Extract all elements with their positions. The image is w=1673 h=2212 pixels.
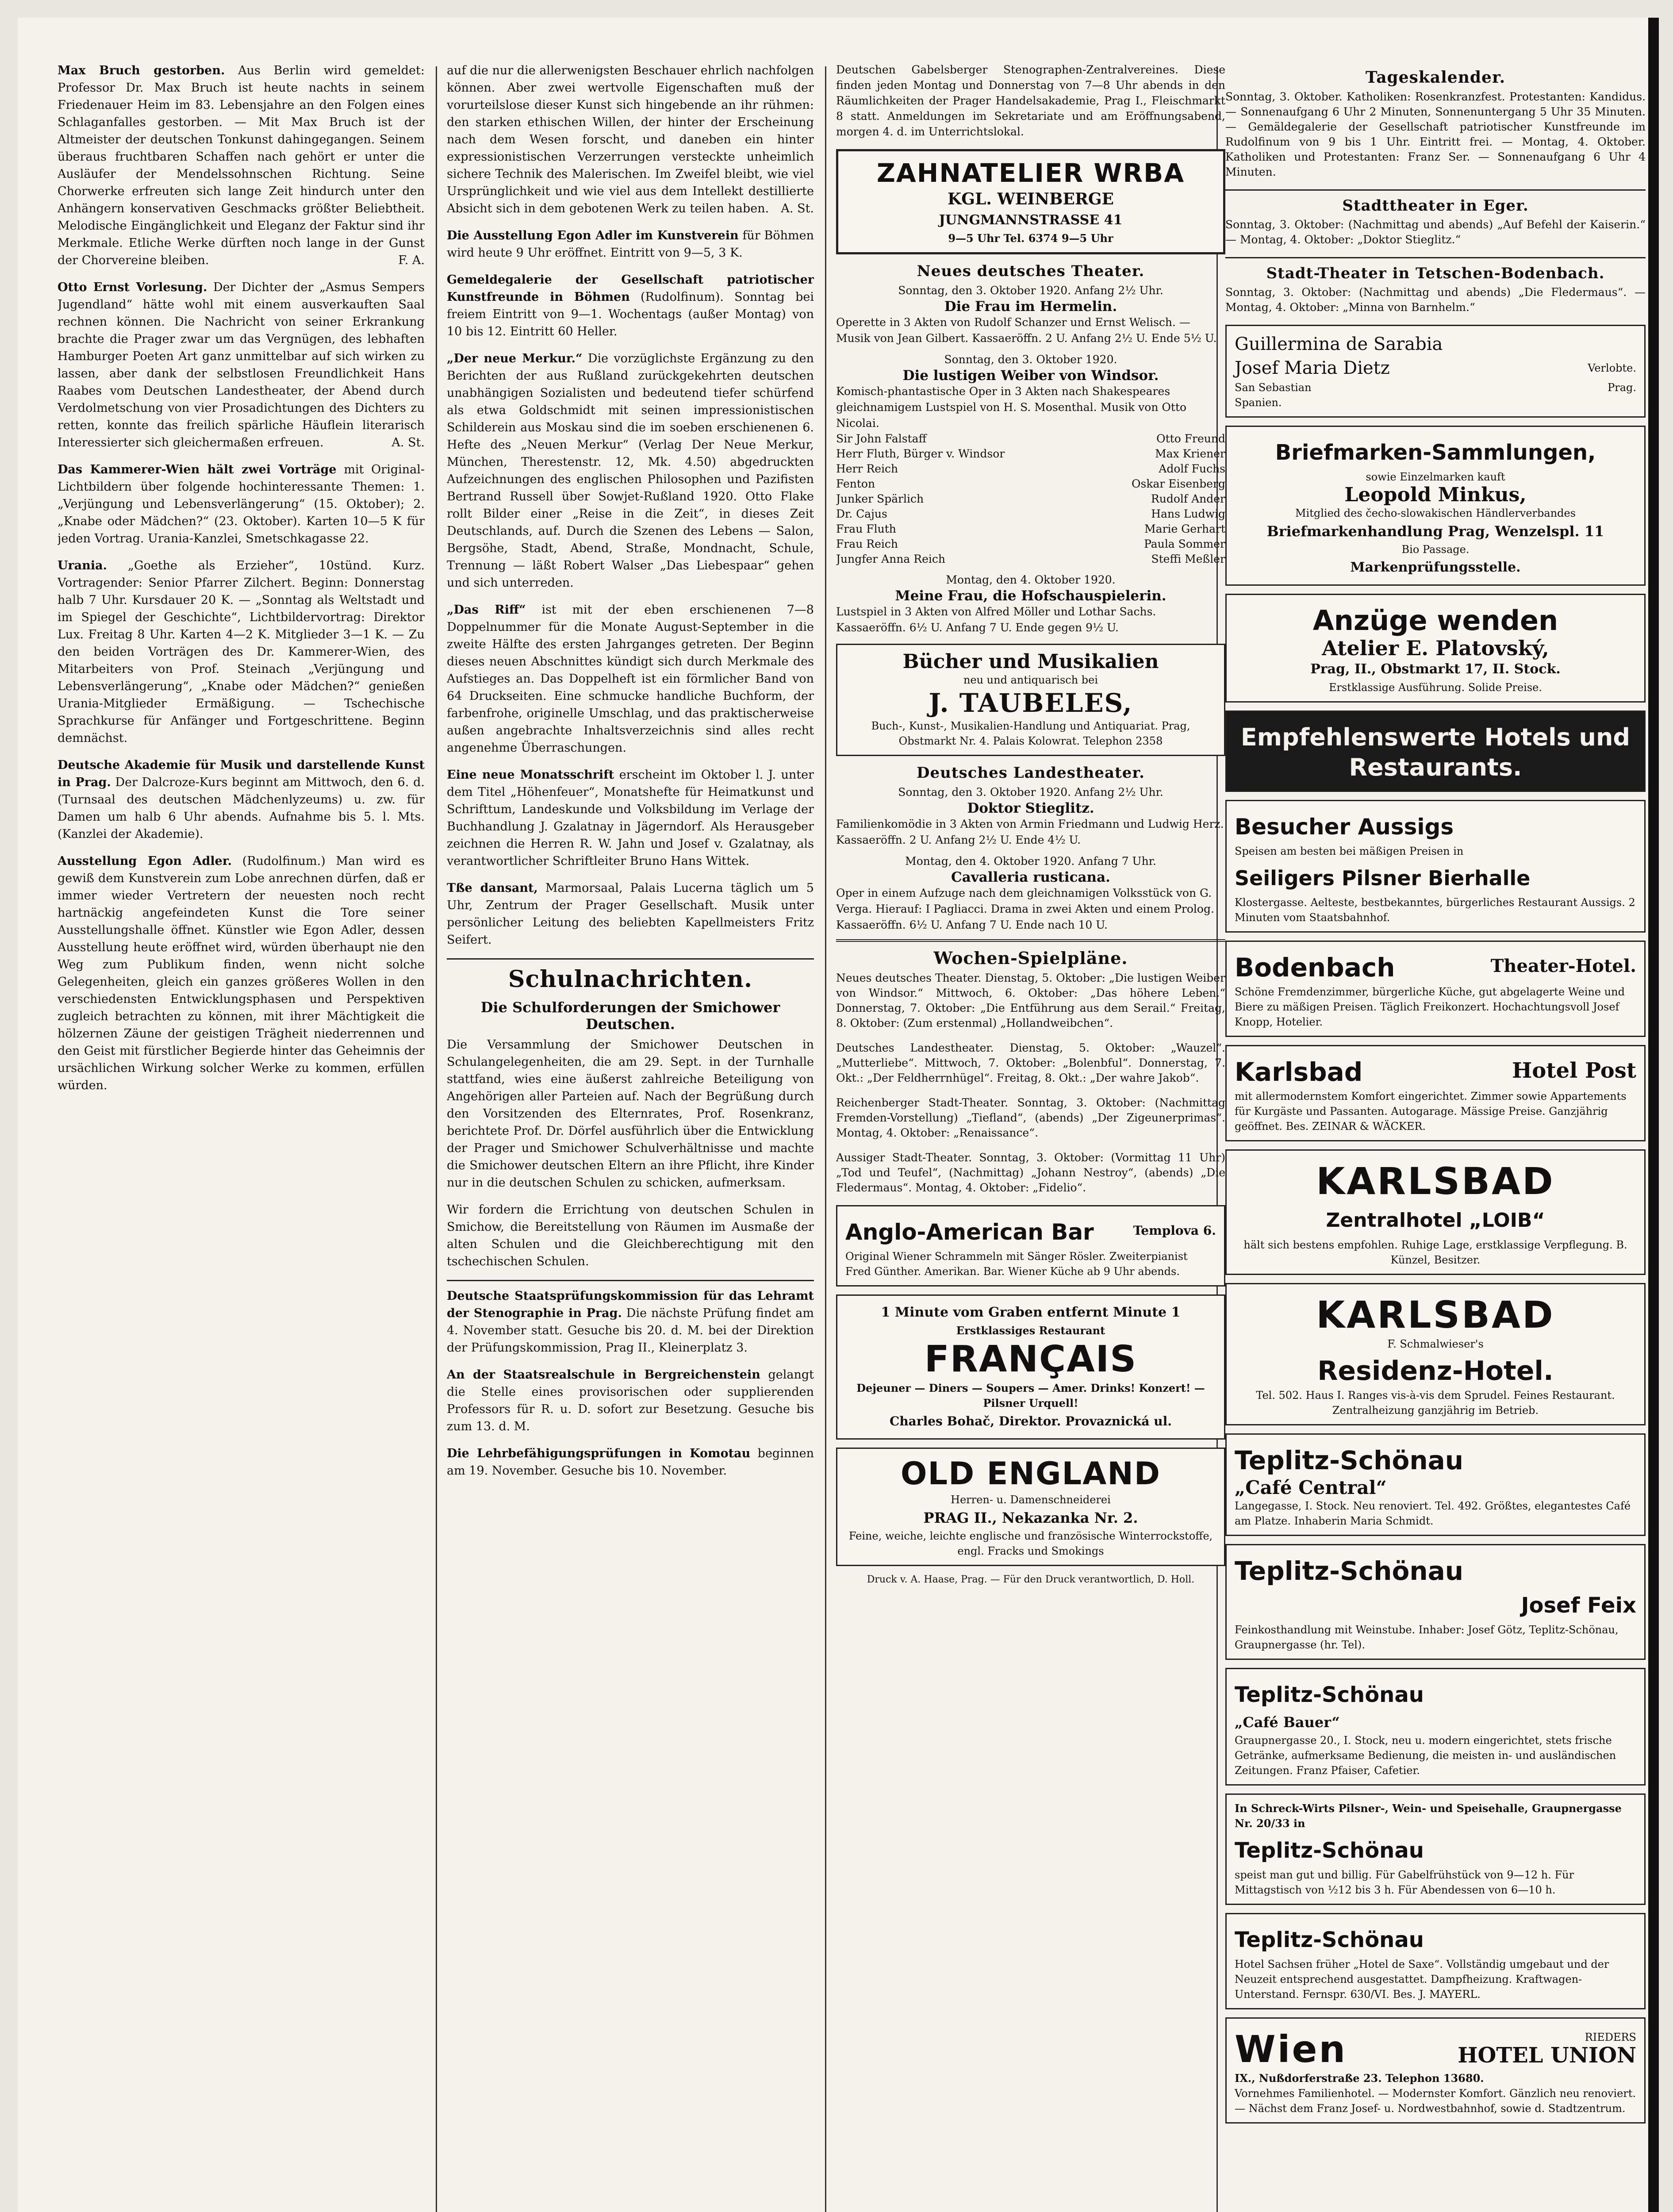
article-text: ist mit der eben erschienenen 7—8 Doppelnummer für die Monate August-September in die zweite Hälfte des ersten Jahrganges getreten. Der Beginn dieses neuen Abschnittes kündigt sich durch Merkmale des Aufstieges an. Das Doppelheft ist ein förmlicher Band von 64 Druckseiten. Eine schmucke handliche Buchform, der farbenfrohe, originelle Umschlag, und das praktischerweise außen angebrachte Inhaltsverzeichnis sind alles recht angenehme Überraschungen.	[447, 603, 814, 755]
ad-karlsbad-post	[1225, 1045, 1646, 1141]
article-adler	[58, 853, 425, 1094]
playbill-date: Sonntag, den 3. Oktober 1920. Anfang 2½ Uhr.	[898, 284, 1163, 297]
printer-footer: Druck v. A. Haase, Prag. — Für den Druck verantwortlich, D. Holl.	[867, 1574, 1195, 1585]
ad-name: Atelier E. Platovský,	[1322, 636, 1549, 660]
newspaper-page	[18, 18, 1659, 2212]
weekly-schedule: Aussiger Stadt-Theater. Sonntag, 3. Oktober: (Vormittag 11 Uhr) „Tod und Teufel“, (Nachmittag) „Johann Nestroy“, (abends) „Die Fledermaus“. Montag, 4. Oktober: „Fidelio“.	[836, 1151, 1225, 1194]
ad-details: Erstklassige Ausführung. Solide Preise.	[1329, 681, 1542, 694]
article-text: erscheint im Oktober l. J. unter dem Titel „Höhenfeuer“, Monatshefte für Heimatkunst und Schrifttum, Landeskunde und Volksbildung im Verlage der Buchhandlung J. Gzalatnay in Jägerndorf. Als Herausgeber zeichnen die Herren R. W. Jahn und Josef v. Gzalatnay, als verantwortlicher Schriftleiter Bruno Hans Wittek.	[447, 768, 814, 868]
ad-details: Klostergasse. Aelteste, bestbekanntes, bürgerliches Restaurant Aussigs. 2 Minuten vom Staatsbahnhof.	[1235, 896, 1635, 924]
notice-heading: Die Lehrbefähigungsprüfungen in Komotau	[447, 1447, 751, 1460]
playbill-details: Sonntag, 3. Oktober: (Nachmittag und abends) „Die Fledermaus“. — Montag, 4. Oktober: „Minna von Barnhelm.“	[1225, 286, 1646, 314]
divider	[447, 1280, 814, 1281]
ad-subtitle: KGL. WEINBERGE	[948, 190, 1114, 208]
notice-text: Die nächste Prüfung findet am 4. November statt. Gesuche bis 20. d. M. bei der Direktion der Prüfungskommission, Prag II., Kleinerplatz 3.	[447, 1306, 814, 1355]
theatre-heading: Neues deutsches Theater.	[917, 262, 1145, 280]
cast-role: Herr Reich	[836, 462, 898, 475]
ad-name: HOTEL UNION	[1458, 2043, 1636, 2068]
article-heading: Gemeldegalerie der Gesellschaft patriotischer Kunstfreunde in Böhmen	[447, 273, 814, 304]
playbill	[836, 572, 1225, 636]
playbill-details: Familienkomödie in 3 Akten von Armin Friedmann und Ludwig Herz. Kassaeröffn. 2 U. Anfang 2½ U. Ende 4½ U.	[836, 818, 1224, 846]
ad-name: Theater-Hotel.	[1490, 956, 1636, 976]
cast-row	[836, 476, 1225, 492]
ad-old-england	[836, 1448, 1225, 1566]
ad-karlsbad-residenz	[1225, 1283, 1646, 1425]
column-1	[58, 62, 425, 2212]
cast-row	[836, 492, 1225, 507]
ad-subtitle: Erstklassiges Restaurant	[956, 1324, 1105, 1337]
cast-role: Fenton	[836, 477, 875, 490]
ad-owner: F. Schmalwieser's	[1387, 1338, 1484, 1350]
theatre-heading: Stadt-Theater in Tetschen-Bodenbach.	[1266, 265, 1605, 282]
article-text: Der Dalcroze-Kurs beginnt am Mittwoch, den 6. d. (Turnsaal des deutschen Mädchenlyzeums) u. zw. für Damen um halb 6 Uhr abends. Aufnahme bis 5. l. Mts. (Kanzlei der Akademie).	[58, 776, 425, 841]
ad-title: KARLSBAD	[1316, 1293, 1555, 1336]
section-title-schulnachrichten: Schulnachrichten.	[508, 966, 753, 993]
ad-title: Teplitz-Schönau	[1235, 1556, 1464, 1586]
cast-role: Sir John Falstaff	[836, 432, 927, 445]
divider	[1225, 189, 1646, 191]
weekly-schedule: Neues deutsches Theater. Dienstag, 5. Oktober: „Die lustigen Weiber von Windsor.“ Mittwoch, 6. Oktober: „Das höhere Leben.“ Donnerstag, 7. Oktober: „Die Entführung aus dem Serail.“ Freitag, 8. Oktober: (Zum erstenmal) „Hollandweibchen“.	[836, 972, 1225, 1029]
ad-address: IX., Nußdorferstraße 23. Telephon 13680.	[1235, 2072, 1484, 2085]
playbill-date: Montag, den 4. Oktober 1920.	[946, 573, 1116, 586]
ad-title: ZAHNATELIER WRBA	[876, 158, 1185, 188]
playbill-date: Sonntag, den 3. Oktober 1920.	[944, 353, 1117, 366]
cast-row	[836, 446, 1225, 461]
article-akademie	[58, 757, 425, 843]
article-text: Die vorzüglichste Ergänzung zu den Berichten der aus Rußland zurückgekehrten deutschen unabhängigen Sozialisten und bedeutend tiefer schürfend als etwa Goldschmidt mit seinen impressionistischen Schilderein aus Moskau sind die im soeben erschienenen 6. Hefte des „Neuen Merkur“ (Verlag Der Neue Merkur, München, Therestenstr. 12, Mk. 4.50) abgedruckten Aufzeichnungen des englischen Philosophen und Pazifisten Bertrand Russell über Sowjet-Rußland 1920. Otto Flake rollt Bilder einer „Reise in die Zeit“, in dieses Zeit Deutschlands, auf. Durch die Szenen des Lebens — Salon, Bergsöhe, Stadt, Abend, Straße, Mondnacht, Schule, Trennung — läßt Robert Walser „Das Liebespaar“ gehen und sich unterreden.	[447, 352, 814, 590]
column-divider	[436, 66, 437, 2212]
article-heading: „Der neue Merkur.“	[447, 352, 583, 365]
ad-title: KARLSBAD	[1316, 1160, 1555, 1203]
ad-engagement	[1225, 325, 1646, 418]
ad-name: Josef Feix	[1521, 1593, 1636, 1618]
ad-name: „Café Bauer“	[1235, 1714, 1340, 1731]
ad-title: Wien	[1235, 2028, 1347, 2071]
article-heading: Das Kammerer-Wien hält zwei Vorträge	[58, 463, 337, 476]
article-gemaeldegalerie	[447, 271, 814, 340]
ad-title: Briefmarken-Sammlungen,	[1275, 440, 1596, 465]
article-heading: Deutsche Akademie für Musik und darstellende Kunst in Prag.	[58, 758, 425, 789]
cast-role: Frau Reich	[836, 538, 898, 550]
playbill	[836, 784, 1225, 848]
playbill-title: Cavalleria rusticana.	[951, 869, 1110, 885]
ad-feix	[1225, 1544, 1646, 1660]
playbill-title: Doktor Stieglitz.	[967, 800, 1094, 816]
ad-tag: RIEDERS	[1585, 2031, 1636, 2043]
playbill	[836, 283, 1225, 346]
cast-row	[836, 431, 1225, 446]
ad-name: Leopold Minkus,	[1344, 484, 1527, 506]
notice-komotau	[447, 1445, 814, 1479]
ad-karlsbad-loib	[1225, 1149, 1646, 1275]
article-text: mit Original-Lichtbildern über folgende hochinteressante Themen: 1. „Verjüngung und Lebensverlängerung“ (15. Oktober); 2. „Knabe oder Mädchen?“ (23. Oktober). Karten 10—5 K für jeden Vortrag. Urania-Kanzlei, Smetschkagasse 22.	[58, 463, 425, 545]
article-heading: Tße dansant,	[447, 881, 538, 895]
ad-address: Bio Passage.	[1401, 543, 1470, 556]
section-title-hotels: Empfehlenswerte Hotels und Restaurants.	[1240, 723, 1631, 781]
cast-actor: Steffi Meßler	[1151, 553, 1225, 565]
article-text: „Goethe als Erzieher“, 10stünd. Kurz. Vortragender: Senior Pfarrer Zilchert. Beginn: Donnerstag halb 7 Uhr. Kursdauer 20 K. — „Sonntag als Weltstadt und im Spiegel der Geschichte“, Lichtbildervortrag: Direktor Lux. Freitag 8 Uhr. Karten 4—2 K. Mitglieder 3—1 K. — Zu den beiden Vorträgen des Dr. Kammerer-Wien, des Mitarbeiters von Prof. Steinach „Verjüngung und Lebensverlängerung“, „Knabe oder Mädchen?“ genießen Urania-Mitglieder Ermäßigung. — Tschechische Sprachkurse für Anfänger und Fortgeschrittene. Beginn demnächst.	[58, 559, 425, 745]
engaged-name: Josef Maria Dietz	[1235, 358, 1390, 378]
ad-cafe-bauer	[1225, 1668, 1646, 1786]
playbill-title: Die Frau im Hermelin.	[944, 299, 1117, 315]
notice-text: beginnen am 19. November. Gesuche bis 10. November.	[447, 1447, 814, 1478]
article-text: Aus Berlin wird gemeldet: Professor Dr. Max Bruch ist heute nachts in seinem Friedenauer Heim im 83. Lebensjahre an den Folgen eines Schlaganfalles gestorben. — Mit Max Bruch ist der Altmeister der deutschen Tonkunst dahingegangen. Seinem überaus fruchtbaren Schaffen nach gehört er unter die Ausläufer der Mendelssohnschen Richtung. Seine Chorwerke erfreuten sich lange Zeit hindurch unter den Anhängern konservativen Geschmacks größter Beliebtheit. Melodische Eingänglichkeit und Eleganz der Faktur sind ihr Merkmale. Etliche Werke dürften noch lange in der Gunst der Chorvereine bleiben.	[58, 64, 425, 267]
ad-platovsky	[1225, 594, 1646, 703]
ad-title: Teplitz-Schönau	[1235, 1445, 1464, 1475]
ad-restaurant-francais	[836, 1294, 1225, 1440]
ad-details: Vornehmes Familienhotel. — Modernster Komfort. Gänzlich neu renoviert. — Nächst dem Franz Josef- u. Nordwestbahnhof, sowie d. Stadtzentrum.	[1235, 2087, 1636, 2115]
engaged-name: Guillermina de Sarabia	[1235, 334, 1443, 354]
ad-address: JUNGMANNSTRASSE 41	[939, 212, 1123, 228]
ad-address: PRAG II., Nekazanka Nr. 2.	[923, 1509, 1138, 1526]
ad-subtitle: sowie Einzelmarken kauft	[1366, 471, 1505, 483]
ad-hours: 9—5 Uhr Tel. 6374 9—5 Uhr	[948, 232, 1113, 245]
engagement-place: Spanien.	[1235, 396, 1282, 409]
cast-actor: Marie Gerhart	[1144, 522, 1225, 535]
ad-title: Teplitz-Schönau	[1235, 1928, 1424, 1952]
ad-subtitle: Speisen am besten bei mäßigen Preisen in	[1235, 845, 1464, 857]
article-otto-ernst	[58, 279, 425, 451]
ad-title: Anglo-American Bar	[845, 1219, 1094, 1245]
section-title-tageskalender: Tageskalender.	[1365, 68, 1506, 87]
ad-name: Residenz-Hotel.	[1317, 1356, 1554, 1386]
ad-bodenbach	[1225, 941, 1646, 1037]
weekly-schedule: Reichenberger Stadt-Theater. Sonntag, 3. Oktober: (Nachmittag Fremden-Vorstellung) „Tiefland“, (abends) „Der Zigeunerprimas“. Montag, 4. Oktober: „Renaissance“.	[836, 1096, 1225, 1139]
playbill-details: Sonntag, 3. Oktober: (Nachmittag und abends) „Auf Befehl der Kaiserin.“ — Montag, 4. Oktober: „Doktor Stieglitz.“	[1225, 218, 1646, 246]
column-3	[836, 62, 1225, 2212]
ad-title: Karlsbad	[1235, 1057, 1363, 1087]
article-heading: Eine neue Monatsschrift	[447, 768, 614, 782]
theatre-heading: Stadttheater in Eger.	[1342, 197, 1529, 215]
ad-name: J. TAUBELES,	[929, 688, 1133, 718]
cast-role: Herr Fluth, Bürger v. Windsor	[836, 447, 1005, 460]
article-neuer-merkur	[447, 350, 814, 591]
cast-role: Dr. Cajus	[836, 507, 887, 520]
cast-actor: Oskar Eisenberg	[1132, 477, 1225, 490]
ad-title: Bodenbach	[1235, 952, 1395, 983]
ad-details: Langegasse, I. Stock. Neu renoviert. Tel. 492. Größtes, elegantestes Café am Platze. Inhaberin Maria Schmidt.	[1235, 1500, 1631, 1527]
article-kammerer	[58, 461, 425, 547]
hotels-banner	[1225, 710, 1646, 792]
ad-details: hält sich bestens empfohlen. Ruhige Lage, erstklassige Verpflegung. B. Künzel, Besitzer.	[1243, 1239, 1627, 1266]
calendar-text: Sonntag, 3. Oktober. Katholiken: Rosenkranzfest. Protestanten: Kandidus. — Sonnenaufgang 6 Uhr 2 Minuten, Sonnenuntergang 5 Uhr 35 Minuten. — Gemäldegalerie der Gesellschaft patriotischer Kunstfreunde im Rudolfinum von 9 bis 1 Uhr. Eintritt frei. — Montag, 4. Oktober. Katholiken und Protestanten: Franz Ser. — Sonnenaufgang 6 Uhr 4 Minuten.	[1225, 90, 1646, 178]
ad-title: OLD ENGLAND	[901, 1455, 1161, 1492]
playbill-details: Lustspiel in 3 Akten von Alfred Möller und Lothar Sachs. Kassaeröffn. 6½ U. Anfang 7 U. Ende gegen 9½ U.	[836, 605, 1156, 634]
ad-tagline: 1 Minute vom Graben entfernt Minute 1	[881, 1305, 1181, 1320]
ad-subtitle: Herren- u. Damenschneiderei	[951, 1494, 1111, 1506]
ad-details: Tel. 502. Haus I. Ranges vis-à-vis dem Sprudel. Feines Restaurant. Zentralheizung ganzjährig im Betrieb.	[1256, 1389, 1615, 1417]
cast-actor: Paula Sommer	[1144, 538, 1225, 550]
ad-title: Teplitz-Schönau	[1235, 1838, 1424, 1863]
playbill-date: Sonntag, den 3. Oktober 1920. Anfang 2½ Uhr.	[898, 786, 1163, 799]
engagement-label: Verlobte.	[1588, 362, 1636, 374]
cast-actor: Adolf Fuchs	[1159, 462, 1225, 475]
ad-schreck-wirt	[1225, 1793, 1646, 1905]
section-subtitle: Die Schulforderungen der Smichower Deutschen.	[480, 999, 780, 1033]
article-signature: A. St.	[781, 202, 814, 215]
article-signature: A. St.	[391, 436, 425, 449]
article-text: Marmorsaal, Palais Lucerna täglich um 5 Uhr, Zentrum der Prager Gesellschaft. Musik unter persönlicher Leitung des beliebten Kapellmeisters Fritz Seifert.	[447, 881, 814, 947]
article-monatsschrift	[447, 766, 814, 870]
engagement-place: Prag.	[1608, 381, 1636, 394]
article-text: Der Dichter der „Asmus Sempers Jugendland“ hätte wohl mit einem ausverkauften Saal rechnen können. Die Nachricht von seiner Erkrankung brachte die Prager zwar um das Vergnügen, des lebhaften Hamburger Poeten Art ganz unmittelbar auf sich wirken zu lassen, aber dank der selbstlosen Freundlichkeit Hans Raabes vom Deutschen Landestheater, der Abend durch Verdolmetschung von vier Prosadichtungen des Dichters zu retten, konnte das freilich spärliche Häuflein literarisch Interessierter sich gleichermaßen erfreuen.	[58, 280, 425, 449]
cast-role: Frau Fluth	[836, 522, 896, 535]
ad-hotel-sachsen	[1225, 1913, 1646, 2009]
ad-owner: Charles Bohač, Direktor. Provaznická ul.	[890, 1414, 1172, 1429]
cast-role: Junker Spärlich	[836, 492, 924, 505]
playbill-details: Komisch-phantastische Oper in 3 Akten nach Shakespeares gleichnamigem Lustspiel von H. S. Mosenthal. Musik von Otto Nicolai.	[836, 385, 1187, 430]
ad-title: Bücher und Musikalien	[902, 650, 1159, 673]
article-heading: Die Ausstellung Egon Adler im Kunstverein	[447, 229, 739, 242]
cast-row	[836, 461, 1225, 476]
theatre-heading: Deutsches Landestheater.	[917, 764, 1145, 782]
article-text: (Rudolfinum). Sonntag bei freiem Eintritt von 9—1. Wochentags (außer Montag) von 10 bis 12. Eintritt 60 Heller.	[447, 290, 814, 338]
ad-details: Graupnergasse 20., I. Stock, neu u. modern eingerichtet, stets frische Getränke, aufmerksame Bedienung, die meisten in- und ausländischen Zeitungen. Franz Pfaiser, Cafetier.	[1235, 1734, 1616, 1777]
ad-name: Zentralhotel „LOIB“	[1326, 1209, 1545, 1232]
article-heading: „Das Riff“	[447, 603, 526, 617]
cast-role: Jungfer Anna Reich	[836, 553, 945, 565]
ad-footer: Markenprüfungsstelle.	[1350, 560, 1521, 575]
cast-row	[836, 507, 1225, 522]
weekly-schedule: Deutsches Landestheater. Dienstag, 5. Oktober: „Wauzel“. „Mutterliebe“. Mittwoch, 7. Oktober: „Bolenbful“. Donnerstag, 7. Okt.: „Der Feldherrnhügel“. Freitag, 8. Okt.: „Der wahre Jakob“.	[836, 1041, 1225, 1084]
notice-heading: An der Staatsrealschule in Bergreichenstein	[447, 1368, 760, 1382]
divider	[447, 958, 814, 960]
ad-name: Hotel Post	[1512, 1058, 1636, 1083]
ad-address: Briefmarkenhandlung Prag, Wenzelspl. 11	[1266, 523, 1604, 540]
article-heading: Max Bruch gestorben.	[58, 64, 225, 77]
engagement-place: San Sebastian	[1235, 381, 1312, 394]
article-urania	[58, 557, 425, 747]
ad-address: Prag, II., Obstmarkt 17, II. Stock.	[1310, 661, 1561, 677]
ad-zahnatelier	[836, 149, 1225, 254]
article-text: Wir fordern die Errichtung von deutschen Schulen in Smichow, die Bereitstellung von Räumen im Ausmaße der alten Schulen und die Gleichberechtigung mit den tschechischen Schulen.	[447, 1203, 814, 1268]
playbill-details: Operette in 3 Akten von Rudolf Schanzer und Ernst Welisch. — Musik von Jean Gilbert. Kassaeröffn. 2 U. Anfang 2½ U. Ende 5½ U.	[836, 316, 1217, 345]
column-divider	[825, 66, 826, 2212]
ad-title: FRANÇAIS	[924, 1338, 1137, 1380]
ad-title: Besucher Aussigs	[1235, 814, 1454, 840]
article-text: Deutschen Gabelsberger Stenographen-Zentralvereines. Diese finden jeden Montag und Donnerstag von 7—8 Uhr abends in den Räumlichkeiten der Prager Handelsakademie, Prag I., Fleischmarkt 8 statt. Anmeldungen im Sekretariate und am Eröffnungsabend, morgen 4. d. im Unterrichtslokal.	[836, 63, 1225, 138]
article-signature: F. A.	[398, 253, 425, 267]
article-adler-exhibit	[447, 227, 814, 261]
ad-cafe-central	[1225, 1433, 1646, 1536]
article-bruch	[58, 62, 425, 269]
ad-anglo-american-bar	[836, 1205, 1225, 1286]
ad-subtitle: neu und antiquarisch bei	[963, 674, 1098, 686]
ad-subtitle: In Schreck-Wirts Pilsner-, Wein- und Speisehalle, Graupnergasse Nr. 20/33 in	[1235, 1802, 1622, 1830]
article-adler-cont	[447, 62, 814, 217]
playbill	[836, 853, 1225, 933]
playbill-title: Die lustigen Weiber von Windsor.	[902, 368, 1159, 384]
playbill-title: Meine Frau, die Hofschauspielerin.	[895, 588, 1166, 604]
section-title-wochen-spielplaene: Wochen-Spielpläne.	[933, 948, 1128, 968]
notice-text: gelangt die Stelle eines provisorischen oder supplierenden Professors für R. u. D. sofort zur Besetzung. Gesuche bis zum 13. d. M.	[447, 1368, 814, 1433]
ad-details: Buch-, Kunst-, Musikalien-Handlung und Antiquariat. Prag, Obstmarkt Nr. 4. Palais Kolowrat. Telephon 2358	[871, 720, 1190, 747]
cast-actor: Rudolf Ander	[1151, 492, 1225, 505]
ad-seiliger	[1225, 800, 1646, 933]
ad-name: „Café Central“	[1235, 1477, 1387, 1498]
playbill	[836, 352, 1225, 567]
playbill-date: Montag, den 4. Oktober 1920. Anfang 7 Uhr.	[905, 855, 1156, 868]
playbill-details: Oper in einem Aufzuge nach dem gleichnamigen Volksstück von G. Verga. Hierauf: I Pagliacci. Drama in zwei Akten und einem Prolog. Kassaeröffn. 6½ U. Anfang 7 U. Ende nach 10 U.	[836, 887, 1214, 931]
ad-details: Feine, weiche, leichte englische und französische Winterrockstoffe, engl. Fracks und Smokings	[848, 1530, 1213, 1557]
notice-heading: Deutsche Staatsprüfungskommission für das Lehramt der Stenographie in Prag.	[447, 1289, 814, 1320]
ad-details: Hotel Sachsen früher „Hotel de Saxe“. Vollständig umgebaut und der Neuzeit entsprechend ausgestattet. Dampfheizung. Kraftwagen-Unterstand. Fernspr. 630/VI. Bes. J. MAYERL.	[1235, 1958, 1609, 2001]
cast-actor: Hans Ludwig	[1151, 507, 1225, 520]
divider	[836, 939, 1225, 942]
ad-details: Feinkosthandlung mit Weinstube. Inhaber: Josef Götz, Teplitz-Schönau, Graupnergasse (hr. Tel).	[1235, 1624, 1619, 1651]
ad-title: Anzüge wenden	[1312, 604, 1558, 637]
cast-row	[836, 537, 1225, 552]
column-2	[447, 62, 814, 2212]
ad-details: Mitglied des čecho-slowakischen Händlerverbandes	[1295, 507, 1576, 519]
ad-address: Templova 6.	[1133, 1223, 1216, 1238]
article-riff	[447, 601, 814, 757]
column-4	[1225, 62, 1646, 2212]
ad-details: Dejeuner — Diners — Soupers — Amer. Drinks! Konzert! — Pilsner Urquell!	[856, 1382, 1205, 1409]
ad-hotel-union	[1225, 2017, 1646, 2124]
ad-taubeles	[836, 644, 1225, 756]
cast-row	[836, 552, 1225, 567]
page-edge	[1648, 18, 1659, 2212]
article-heading: Ausstellung Egon Adler.	[58, 854, 232, 868]
article-text: auf die nur die allerwenigsten Beschauer ehrlich nachfolgen können. Aber zwei wertvolle Eigenschaften muß der vorurteilslose dieser Kunst sich hingebende an ihr rühmen: den starken ethischen Willen, der hinter der Erscheinung nach dem Wesen forscht, und daneben ein hinter expressionistischen Verzerrungen versteckte unheimlich sichere Technik des Malerischen. Im Zweifel bleibt, wie viel Ursprünglichkeit und wie viel aus dem Intellekt destillierte Absicht sich in dem gebotenen Werk zu teilen haben.	[447, 64, 814, 215]
cast-actor: Max Kriener	[1155, 447, 1225, 460]
article-text: (Rudolfinum.) Man wird es gewiß dem Kunstverein zum Lobe anrechnen dürfen, daß er immer wieder Vertretern der neuesten noch recht hartnäckig angefeindeten Kunst die Tore seiner Ausstellungshalle öffnet. Künstler wie Egon Adler, dessen Ausstellung heute eröffnet wird, würden überhaupt nie den Weg zum Publikum finden, wenn nicht solche Gelegenheiten, gleich ein ganzes größeres Wollen in den verschiedensten Entwicklungsphasen und Perspektiven zugleich betrachten zu können, mit ihrer Mächtigkeit die hölzernen Zäune der geistigen Trägheit niederrennen und den Geist mit fürstlicher Begierde hinter das Geheimnis der ursächlichen Wirkung solcher Werke zu kommen, erfüllen würden.	[58, 854, 425, 1092]
cast-actor: Otto Freund	[1156, 432, 1225, 445]
ad-details: Schöne Fremdenzimmer, bürgerliche Küche, gut abgelagerte Weine und Biere zu mäßigen Preisen. Täglich Freikonzert. Hochachtungsvoll Josef Knopp, Hotelier.	[1235, 986, 1625, 1028]
divider	[1225, 257, 1646, 258]
notice-stenographie	[447, 1287, 814, 1356]
article-text: für Böhmen wird heute 9 Uhr eröffnet. Eintritt von 9—5, 3 K.	[447, 229, 814, 260]
ad-details: speist man gut und billig. Für Gabelfrühstück von 9—12 h. Für Mittagstisch von ½12 bis 3 h. Für Abendessen von 6—10 h.	[1235, 1869, 1574, 1896]
ad-title: Teplitz-Schönau	[1235, 1682, 1424, 1707]
ad-details: mit allermodernstem Komfort eingerichtet. Zimmer sowie Appartements für Kurgäste und Passanten. Autogarage. Mässige Preise. Ganzjährig geöffnet. Bes. ZEINAR & WÄCKER.	[1235, 1090, 1627, 1133]
cast-row	[836, 522, 1225, 537]
notice-realschule	[447, 1366, 814, 1435]
ad-minkus	[1225, 426, 1646, 586]
article-heading: Urania.	[58, 559, 107, 572]
article-text: Die Versammlung der Smichower Deutschen in Schulangelegenheiten, die am 29. Sept. in der Turnhalle stattfand, wies eine äußerst zahlreiche Beteiligung von Angehörigen aller Parteien auf. Nach der Begrüßung durch den Vorsitzenden des Elternrates, Prof. Rosenkranz, berichtete Prof. Dr. Dörfel ausführlich über die Entwicklung der Prager und Smichower Schulverhältnisse und machte die Smichower deutschen Eltern an ihre Pflicht, ihre Kinder nur in die deutschen Schulen zu schicken, aufmerksam.	[447, 1038, 814, 1190]
ad-details: Original Wiener Schrammeln mit Sänger Rösler. Zweiterpianist Fred Günther. Amerikan. Bar. Wiener Küche ab 9 Uhr abends.	[845, 1250, 1188, 1278]
article-the-dansant	[447, 879, 814, 949]
ad-name: Seiligers Pilsner Bierhalle	[1235, 866, 1531, 890]
article-heading: Otto Ernst Vorlesung.	[58, 280, 207, 294]
